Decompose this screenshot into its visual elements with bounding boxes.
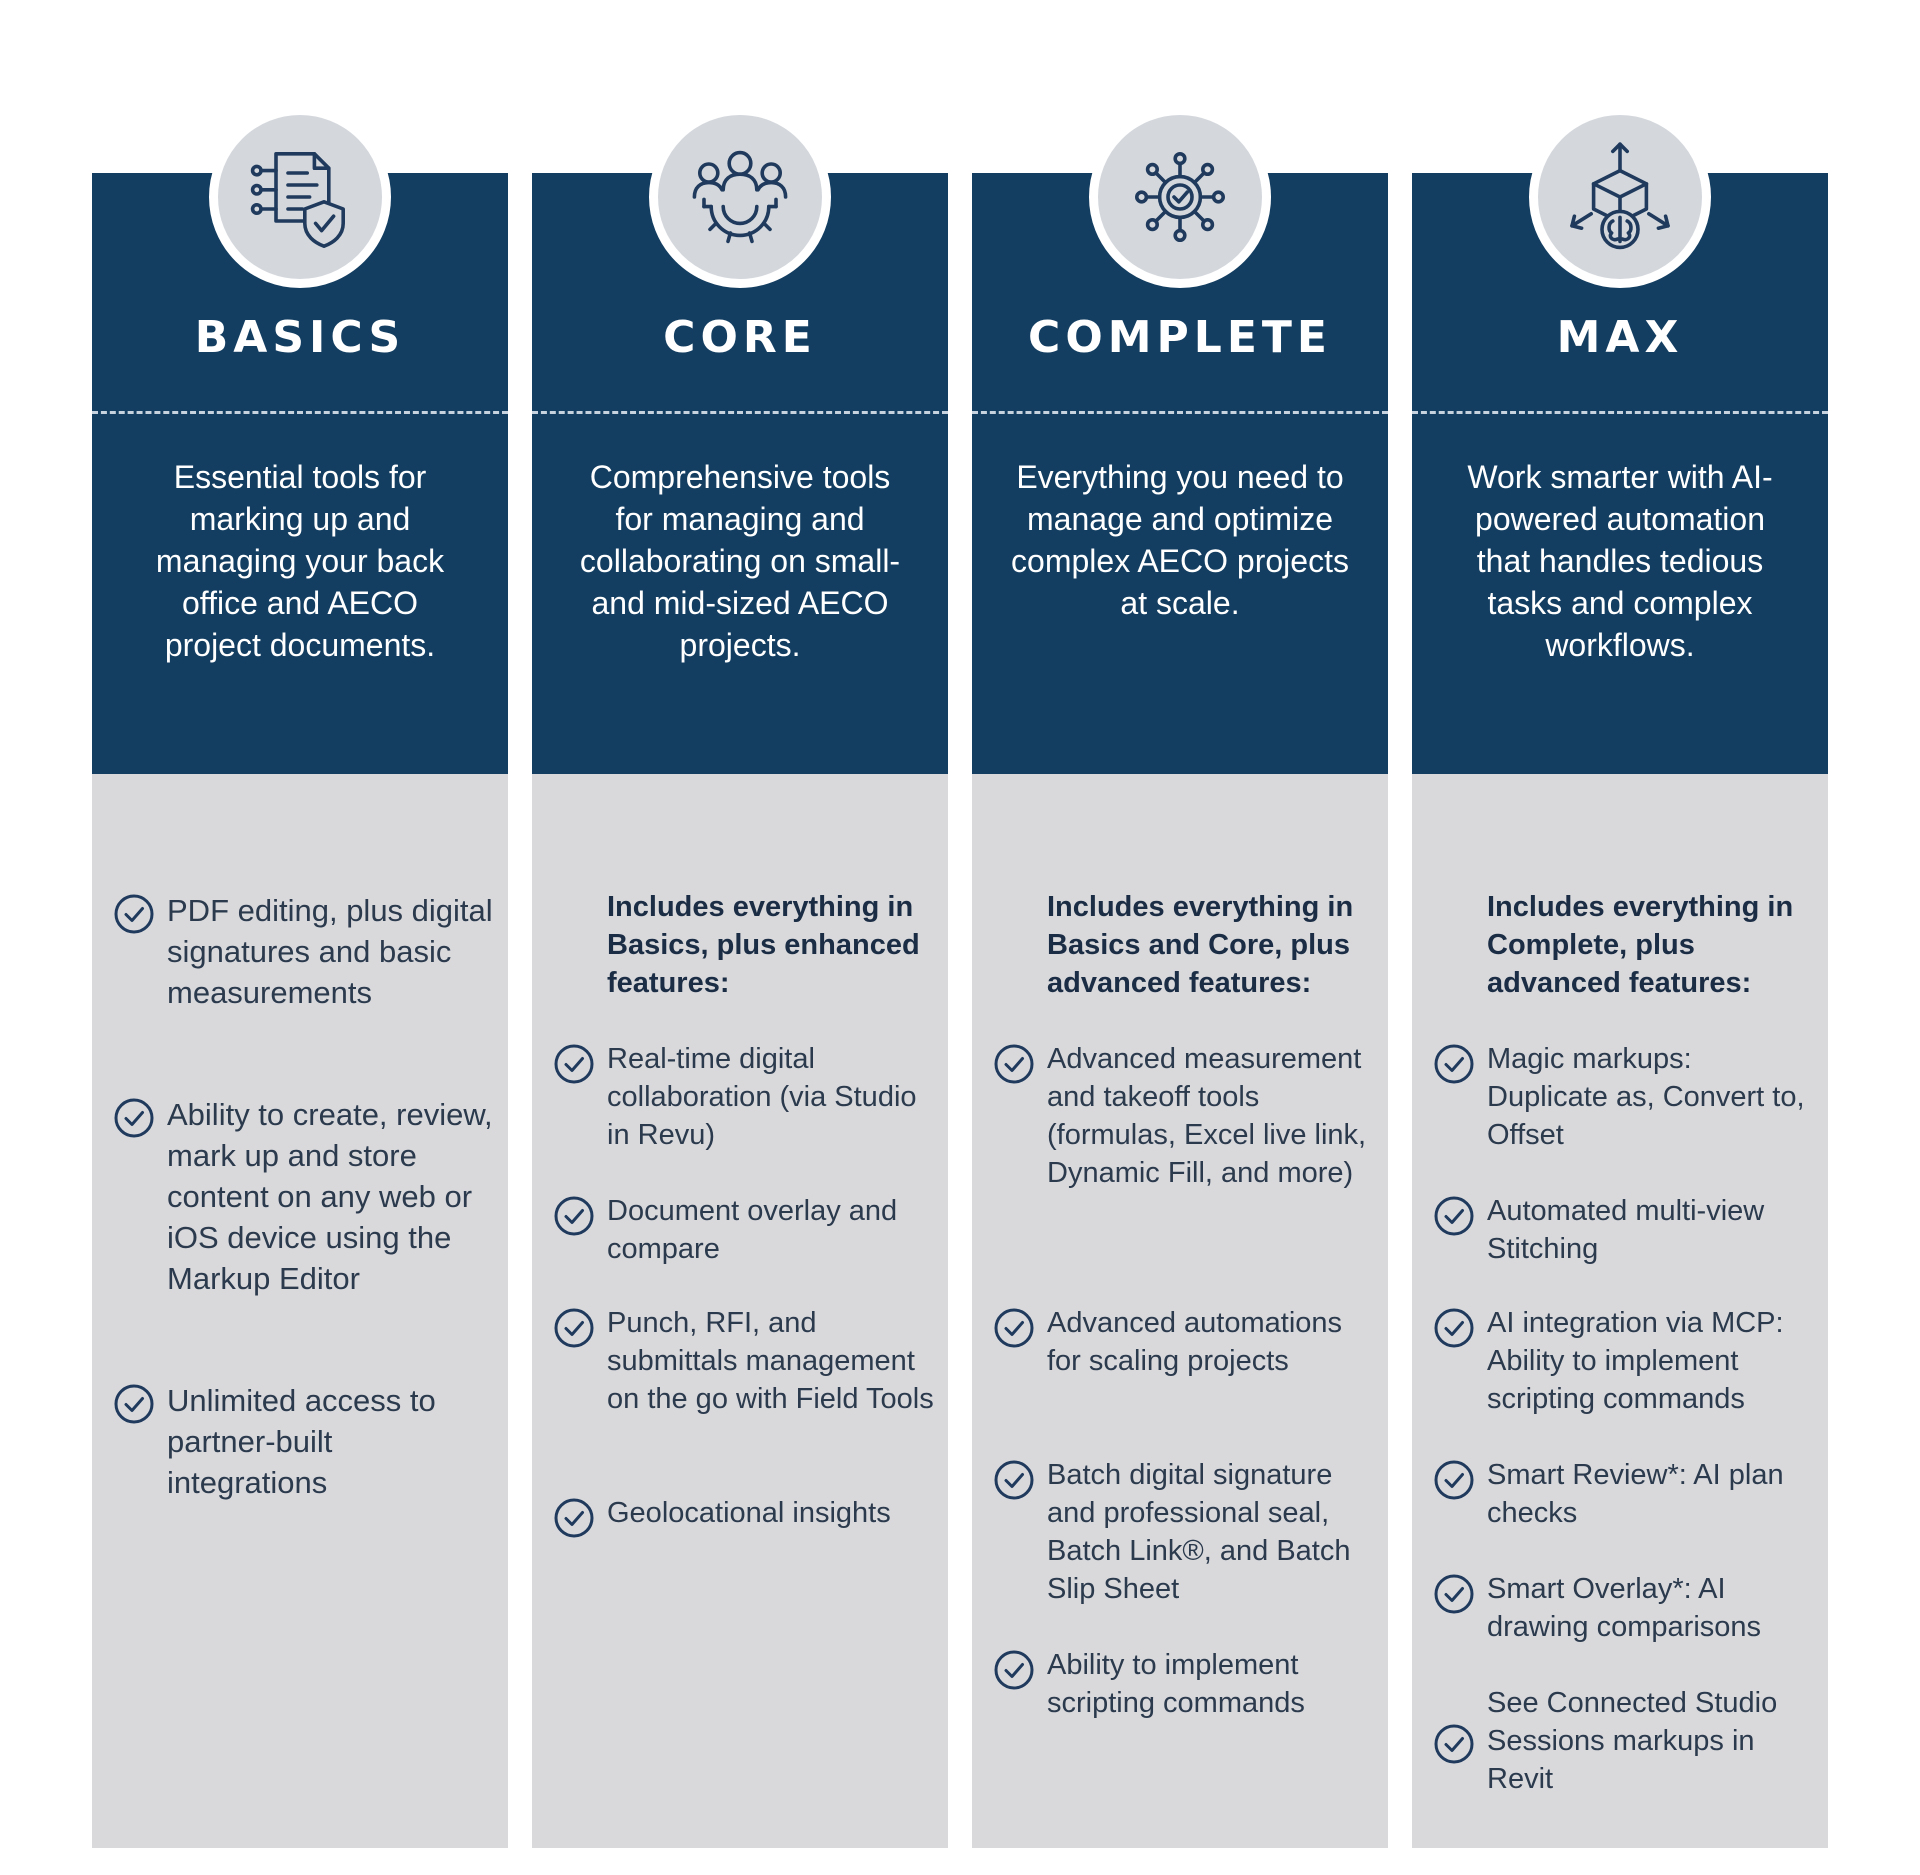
check-circle-icon <box>554 1196 594 1236</box>
feature-item <box>1434 1192 1818 1268</box>
document-shield-icon <box>240 137 360 257</box>
plan-description: Work smarter with AI-powered automation that handles tedious tasks and complex workflows. <box>1467 459 1773 663</box>
plan-title: MAX <box>1556 312 1684 363</box>
check-circle-icon <box>994 1650 1034 1690</box>
feature-item <box>1434 1684 1818 1798</box>
check-circle-icon <box>114 1098 154 1138</box>
feature-item <box>554 1040 938 1154</box>
plan-column-basics <box>92 0 508 1875</box>
feature-item <box>114 1380 498 1503</box>
check-circle-icon <box>1434 1724 1474 1764</box>
check-circle-icon <box>554 1308 594 1348</box>
feature-text: Ability to implement scripting commands <box>1047 1649 1305 1719</box>
plan-title: COMPLETE <box>1028 312 1332 363</box>
dashed-divider <box>92 411 508 414</box>
plan-intro: Includes everything in Basics and Core, plus advanced features: <box>1047 891 1354 999</box>
feature-item <box>994 1304 1378 1380</box>
gear-network-icon <box>1120 137 1240 257</box>
feature-item <box>994 1040 1378 1192</box>
feature-text: Real-time digital collaboration (via Studio in Revu) <box>607 1043 917 1151</box>
feature-item <box>1434 1570 1818 1646</box>
check-circle-icon <box>554 1044 594 1084</box>
feature-text: Smart Review*: AI plan checks <box>1487 1459 1784 1529</box>
feature-text: See Connected Studio Sessions markups in Revit <box>1487 1687 1778 1795</box>
check-circle-icon <box>1434 1044 1474 1084</box>
plan-column-max <box>1412 0 1828 1875</box>
feature-text: Advanced automations for scaling projects <box>1047 1307 1343 1377</box>
check-circle-icon <box>994 1460 1034 1500</box>
feature-item <box>554 1494 938 1532</box>
feature-text: Punch, RFI, and submittals management on the go with Field Tools <box>607 1307 934 1415</box>
check-circle-icon <box>114 1384 154 1424</box>
icon-badge <box>1089 106 1271 288</box>
check-circle-icon <box>554 1498 594 1538</box>
check-circle-icon <box>1434 1574 1474 1614</box>
feature-text: Advanced measurement and takeoff tools (formulas, Excel live link, Dynamic Fill, and more) <box>1047 1043 1367 1189</box>
feature-text: Batch digital signature and professional seal, Batch Link®, and Batch Slip Sheet <box>1047 1459 1351 1605</box>
plan-title: CORE <box>663 312 817 363</box>
feature-item <box>114 1094 498 1299</box>
feature-text: Magic markups: Duplicate as, Convert to, Offset <box>1487 1043 1805 1151</box>
check-circle-icon <box>1434 1196 1474 1236</box>
plan-intro: Includes everything in Complete, plus advanced features: <box>1487 891 1794 999</box>
feature-item <box>994 1646 1378 1722</box>
plan-column-core <box>532 0 948 1875</box>
feature-item <box>1434 1040 1818 1154</box>
dashed-divider <box>1412 411 1828 414</box>
feature-text: Automated multi-view Stitching <box>1487 1195 1765 1265</box>
check-circle-icon <box>1434 1308 1474 1348</box>
check-circle-icon <box>1434 1460 1474 1500</box>
icon-badge <box>1529 106 1711 288</box>
feature-text: Ability to create, review, mark up and store content on any web or iOS device using the Markup Editor <box>167 1097 493 1296</box>
icon-badge <box>209 106 391 288</box>
check-circle-icon <box>114 894 154 934</box>
check-circle-icon <box>994 1308 1034 1348</box>
cube-brain-icon <box>1560 137 1680 257</box>
plan-description: Everything you need to manage and optimize complex AECO projects at scale. <box>1011 459 1349 621</box>
plan-intro: Includes everything in Basics, plus enhanced features: <box>607 891 920 999</box>
check-circle-icon <box>994 1044 1034 1084</box>
feature-text: PDF editing, plus digital signatures and basic measurements <box>167 893 493 1010</box>
feature-item <box>554 1304 938 1418</box>
feature-text: Document overlay and compare <box>607 1195 898 1265</box>
dashed-divider <box>532 411 948 414</box>
plan-description: Essential tools for marking up and managing your back office and AECO project documents. <box>155 459 445 663</box>
dashed-divider <box>972 411 1388 414</box>
feature-text: Geolocational insights <box>607 1497 891 1529</box>
feature-text: AI integration via MCP: Ability to implement scripting commands <box>1487 1307 1784 1415</box>
team-gear-icon <box>680 137 800 257</box>
feature-text: Unlimited access to partner-built integrations <box>167 1383 436 1500</box>
feature-item <box>554 1192 938 1268</box>
icon-badge <box>649 106 831 288</box>
feature-item <box>1434 1456 1818 1532</box>
feature-text: Smart Overlay*: AI drawing comparisons <box>1487 1573 1762 1643</box>
feature-item <box>994 1456 1378 1608</box>
plan-column-complete <box>972 0 1388 1875</box>
plan-description: Comprehensive tools for managing and collaborating on small- and mid-sized AECO projects. <box>579 459 901 663</box>
feature-item <box>114 890 498 1013</box>
plan-title: BASICS <box>194 312 406 363</box>
feature-item <box>1434 1304 1818 1418</box>
